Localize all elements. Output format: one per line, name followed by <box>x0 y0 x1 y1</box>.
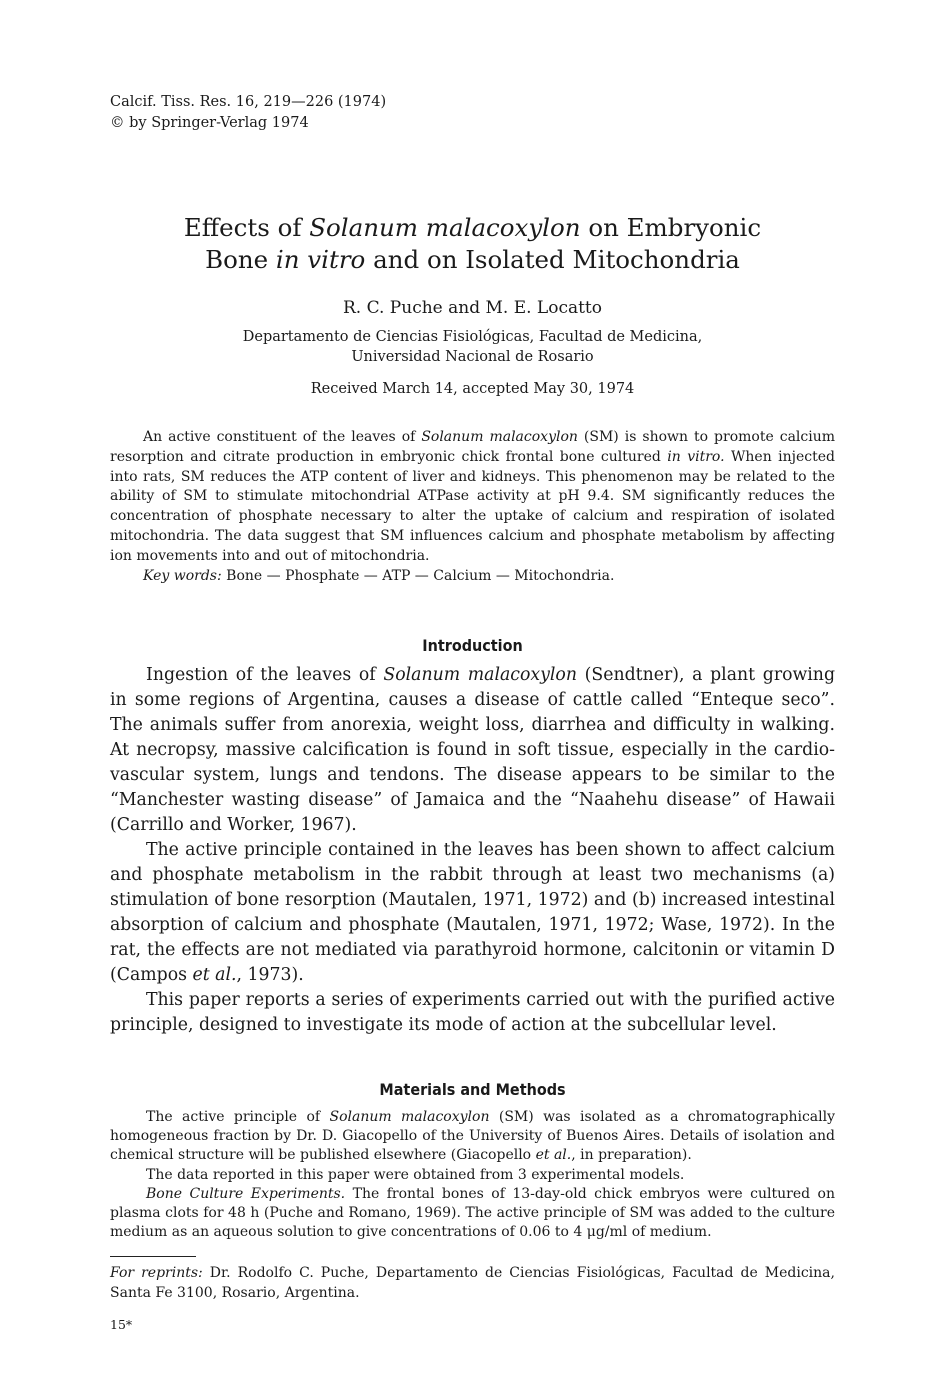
reprint-footnote: For reprints: Dr. Rodolfo C. Puche, Departamento de Ciencias Fisiológicas, Facultad de Medicina, Santa Fe 3100, Rosario, Argentina. <box>110 1265 835 1301</box>
intro-paragraph-2: The active principle contained in the leaves has been shown to affect calcium and phosphate metabolism in the rabbit through at least two mechanisms (a) stimulation of bone resorption (Mautalen, 1971, 1972) and (b) increased intestinal absorption of calcium and phosphate (Mautalen, 1971, 1972; Wase, 1972). In the rat, the effects are not mediated via parathyroid hormone, calcitonin or vitamin D (Campos et al., 1973). <box>110 840 835 985</box>
methods-body <box>110 1108 835 1242</box>
affiliation-line-2: Universidad Nacional de Rosario <box>351 349 594 365</box>
affiliation <box>110 327 835 367</box>
journal-copyright: © by Springer-Verlag 1974 <box>110 115 309 131</box>
journal-header <box>110 92 386 134</box>
footnote-divider <box>110 1256 196 1257</box>
title-text-4: and on Isolated Mitochondria <box>365 245 740 274</box>
title-text-3: Bone <box>205 245 276 274</box>
intro-paragraph-1: Ingestion of the leaves of Solanum malacoxylon (Sendtner), a plant growing in some regions of Argentina, causes a disease of cattle called “Enteque seco”. The animals suffer from anorexia, weight loss, diarrhea and difficulty in walking. At necropsy, massive calcification is found in soft tissue, especially in the cardiovascular system, lungs and tendons. The disease appears to be similar to the “Manchester wasting disease” of Jamaica and the “Naahehu disease” of Hawaii (Carrillo and Worker, 1967). <box>110 665 836 835</box>
keywords: Key words: Bone — Phosphate — ATP — Calcium — Mitochondria. <box>143 567 615 584</box>
title-text-1: Effects of <box>183 213 310 242</box>
title-in-vitro: in vitro <box>275 245 366 274</box>
article-title <box>110 212 835 276</box>
received-date: Received March 14, accepted May 30, 1974 <box>310 381 635 397</box>
abstract-text: An active constituent of the leaves of Solanum malacoxylon (SM) is shown to promote calcium resorption and citrate production in embryonic chick frontal bone cultured in vitro. When injected into rats, SM reduces the ATP content of liver and kidneys. This phenomenon may be related to the ability of SM to stimulate mitochondrial ATPase activity at pH 9.4. SM significantly reduces the concentration of phosphate necessary to alter the uptake of calcium and respiration of isolated mitochondria. The data suggest that SM influences calcium and phosphate metabolism by affecting ion movements into and out of mitochondria. <box>110 429 836 564</box>
affiliation-line-1: Departamento de Ciencias Fisiológicas, Facultad de Medicina, <box>242 329 703 345</box>
intro-paragraph-3: This paper reports a series of experiments carried out with the purified active principle, designed to investigate its mode of action at the subcellular level. <box>110 990 835 1035</box>
journal-citation: Calcif. Tiss. Res. 16, 219—226 (1974) <box>110 94 387 110</box>
authors: R. C. Puche and M. E. Locatto <box>342 298 603 318</box>
page-mark: 15* <box>110 1317 133 1332</box>
abstract <box>110 428 835 586</box>
methods-paragraph-1: The active principle of Solanum malacoxylon (SM) was isolated as a chromatographically homogeneous fraction by Dr. D. Giacopello of the University of Buenos Aires. Details of isolation and chemical structure will be published elsewhere (Giacopello et al., in preparation). <box>110 1109 835 1164</box>
methods-paragraph-2: The data reported in this paper were obtained from 3 experimental models. <box>146 1166 685 1183</box>
methods-paragraph-3: Bone Culture Experiments. The frontal bones of 13-day-old chick embryos were cultured on plasma clots for 48 h (Puche and Romano, 1969). The active principle of SM was added to the culture medium as an aqueous solution to give concentrations of 0.06 to 4 μg/ml of medium. <box>110 1185 835 1241</box>
title-text-2: on Embryonic <box>580 213 762 242</box>
introduction-body <box>110 663 835 1038</box>
methods-heading: Materials and Methods <box>379 1080 566 1099</box>
introduction-heading: Introduction <box>422 636 523 655</box>
title-species: Solanum malacoxylon <box>309 213 581 242</box>
